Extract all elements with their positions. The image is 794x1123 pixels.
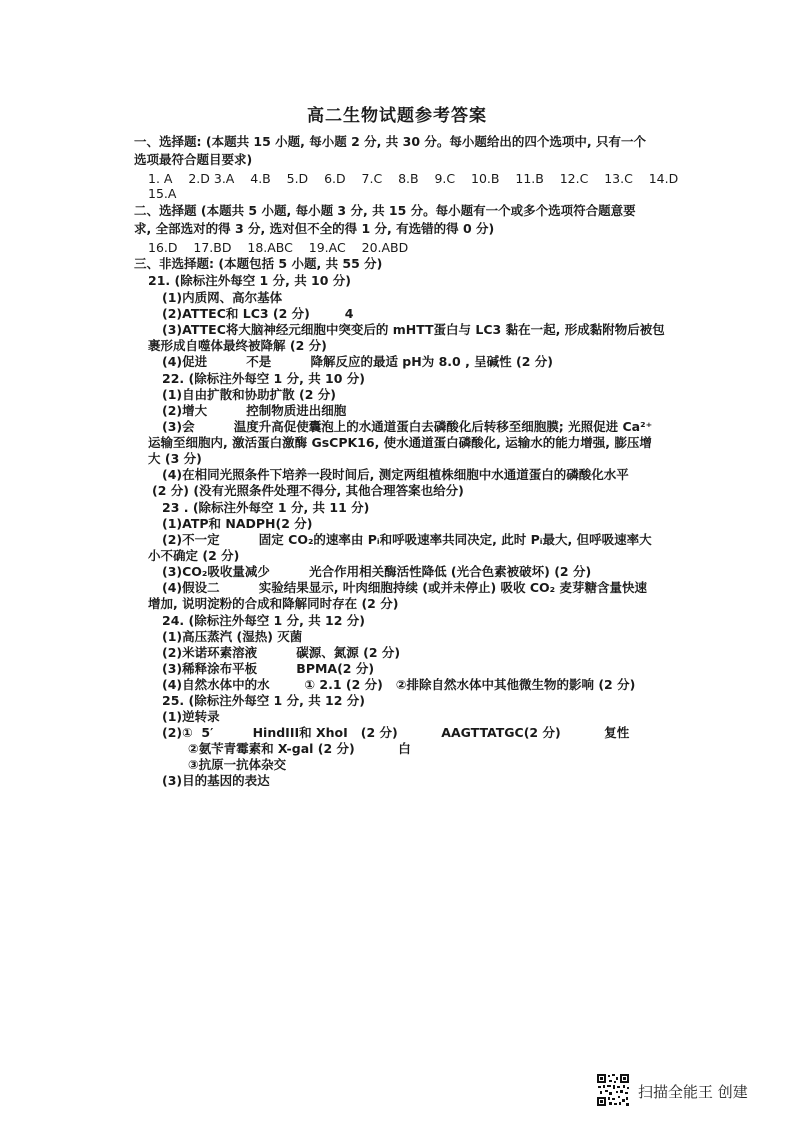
q22-heading: 22. (除标注外每空 1 分, 共 10 分): [162, 371, 366, 386]
section1-heading-line2: 选项最符合题目要求): [134, 152, 253, 167]
q21-heading: 21. (除标注外每空 1 分, 共 10 分): [148, 273, 352, 288]
q24-answer-4: (4)自然水体中的水 ① 2.1 (2 分) ②排除自然水体中其他微生物的影响 (2 分): [162, 677, 636, 692]
section1-answers-line1: 1. A 2.D 3.A 4.B 5.D 6.D 7.C 8.B 9.C 10.B 11.B 12.C 13.C 14.D: [148, 171, 679, 186]
q24-heading: 24. (除标注外每空 1 分, 共 12 分): [162, 613, 366, 628]
q25-answer-2-line3: ③抗原一抗体杂交: [188, 757, 287, 772]
q21-answer-2: (2)ATTEC和 LC3 (2 分) 4: [162, 306, 354, 321]
q25-answer-2-line2: ②氨苄青霉素和 X-gal (2 分) 白: [188, 741, 411, 756]
section2-heading-line1: 二、选择题 (本题共 5 小题, 每小题 3 分, 共 15 分。每小题有一个或多个选项符合题意要: [134, 203, 636, 218]
q22-answer-2: (2)增大 控制物质进出细胞: [162, 403, 347, 418]
q25-answer-3: (3)目的基因的表达: [162, 773, 270, 788]
q23-answer-4-line1: (4)假设二 实验结果显示, 叶肉细胞持续 (或并未停止) 吸收 CO₂ 麦芽糖含量快速: [162, 580, 647, 595]
q24-answer-2: (2)米诺环素溶液 碳源、氮源 (2 分): [162, 645, 401, 660]
q24-answer-3: (3)稀释涂布平板 BPMA(2 分): [162, 661, 375, 676]
q23-answer-3: (3)CO₂吸收量减少 光合作用相关酶活性降低 (光合色素被破坏) (2 分): [162, 564, 592, 579]
q22-answer-3-line3: 大 (3 分): [148, 451, 202, 466]
q22-answer-1: (1)自由扩散和协助扩散 (2 分): [162, 387, 336, 402]
scanner-brand-text: 扫描全能王 创建: [638, 1083, 748, 1101]
q21-answer-4: (4)促进 不是 降解反应的最适 pH为 8.0 , 呈碱性 (2 分): [162, 354, 553, 369]
q22-answer-3-line1: (3)会 温度升高促使囊泡上的水通道蛋白去磷酸化后转移至细胞膜; 光照促进 Ca²⁺: [162, 419, 653, 434]
q23-answer-1: (1)ATP和 NADPH(2 分): [162, 516, 313, 531]
q21-answer-1: (1)内质网、高尔基体: [162, 290, 283, 305]
section1-answers-line2: 15.A: [148, 186, 177, 201]
section2-answers: 16.D 17.BD 18.ABC 19.AC 20.ABD: [148, 240, 409, 255]
section1-heading-line1: 一、选择题: (本题共 15 小题, 每小题 2 分, 共 30 分。每小题给出的四个选项中, 只有一个: [134, 134, 646, 149]
q22-answer-3-line2: 运输至细胞内, 激活蛋白激酶 GsCPK16, 使水通道蛋白磷酸化, 运输水的能力增强, 膨压增: [148, 435, 652, 450]
scanner-watermark: [596, 1073, 786, 1109]
q23-answer-4-line2: 增加, 说明淀粉的合成和降解同时存在 (2 分): [148, 596, 399, 611]
q22-answer-4-line1: (4)在相同光照条件下培养一段时间后, 测定两组植株细胞中水通道蛋白的磷酸化水平: [162, 467, 629, 482]
qr-code-icon: [596, 1073, 630, 1107]
q21-answer-3-line2: 裹形成自噬体最终被降解 (2 分): [148, 338, 327, 353]
q23-heading: 23 . (除标注外每空 1 分, 共 11 分): [162, 500, 370, 515]
page-title: 高二生物试题参考答案: [307, 106, 487, 126]
q23-answer-2-line2: 小不确定 (2 分): [148, 548, 240, 563]
q23-answer-2-line1: (2)不一定 固定 CO₂的速率由 Pᵢ和呼吸速率共同决定, 此时 Pᵢ最大, 但呼吸速率大: [162, 532, 652, 547]
q21-answer-3-line1: (3)ATTEC将大脑神经元细胞中突变后的 mHTT蛋白与 LC3 黏在一起, 形成黏附物后被包: [162, 322, 665, 337]
q25-answer-1: (1)逆转录: [162, 709, 220, 724]
section3-heading: 三、非选择题: (本题包括 5 小题, 共 55 分): [134, 256, 383, 271]
section2-heading-line2: 求, 全部选对的得 3 分, 选对但不全的得 1 分, 有选错的得 0 分): [134, 221, 495, 236]
q22-answer-4-line2: (2 分) (没有光照条件处理不得分, 其他合理答案也给分): [152, 483, 464, 498]
q25-heading: 25. (除标注外每空 1 分, 共 12 分): [162, 693, 366, 708]
q25-answer-2-line1: (2)① 5′ HindIII和 XhoI (2 分) AAGTTATGC(2 分) 复性: [162, 725, 630, 740]
q24-answer-1: (1)高压蒸汽 (湿热) 灭菌: [162, 629, 303, 644]
